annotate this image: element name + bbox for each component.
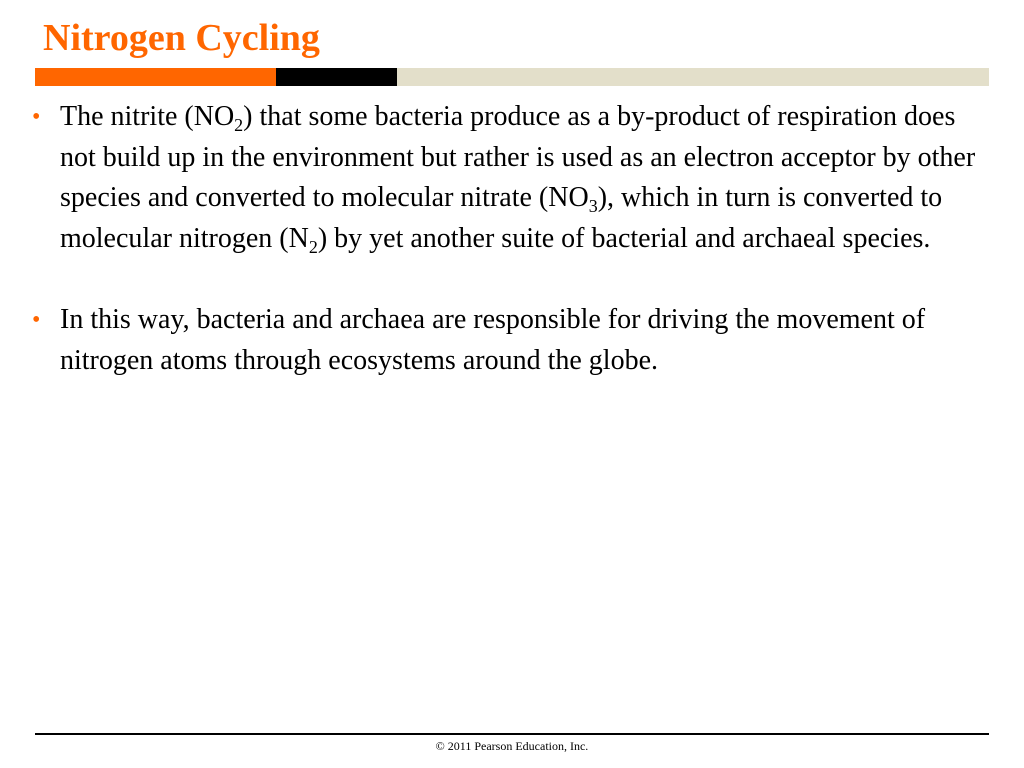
bullet-text-segment: ), which in turn is converted to molecular nitrogen (N: [60, 182, 943, 254]
title-bar-orange-segment: [35, 68, 276, 86]
bullet-text-segment: In this way, bacteria and archaea are responsible for driving the movement of nitrogen atoms through ecosystems around the globe.: [60, 304, 926, 376]
copyright-notice: © 2011 Pearson Education, Inc.: [435, 739, 589, 753]
footer-divider: [35, 733, 989, 735]
bullet-point-icon: •: [32, 307, 41, 333]
bullet-text: [60, 101, 976, 257]
bullet-list: [32, 97, 992, 381]
subscript: 2: [234, 115, 244, 135]
title-bar-black-segment: [276, 68, 397, 86]
bullet-text: [60, 304, 925, 376]
bullet-item: [32, 300, 992, 381]
slide-title: Nitrogen Cycling: [43, 17, 320, 59]
bullet-text-segment: ) that some bacteria produce as a by-product of respiration does not build up in the environment but rather is used as an electron acceptor by other species and converted to molecular nitrate (NO: [60, 101, 976, 213]
bullet-point-icon: •: [32, 104, 41, 130]
subscript: 3: [588, 196, 598, 216]
bullet-text-segment: ) by yet another suite of bacterial and archaeal species.: [317, 222, 931, 254]
bullet-text-segment: The nitrite (NO: [60, 101, 235, 132]
title-bar-beige-segment: [397, 68, 989, 86]
subscript: 2: [308, 236, 318, 257]
bullet-item: [32, 97, 992, 259]
